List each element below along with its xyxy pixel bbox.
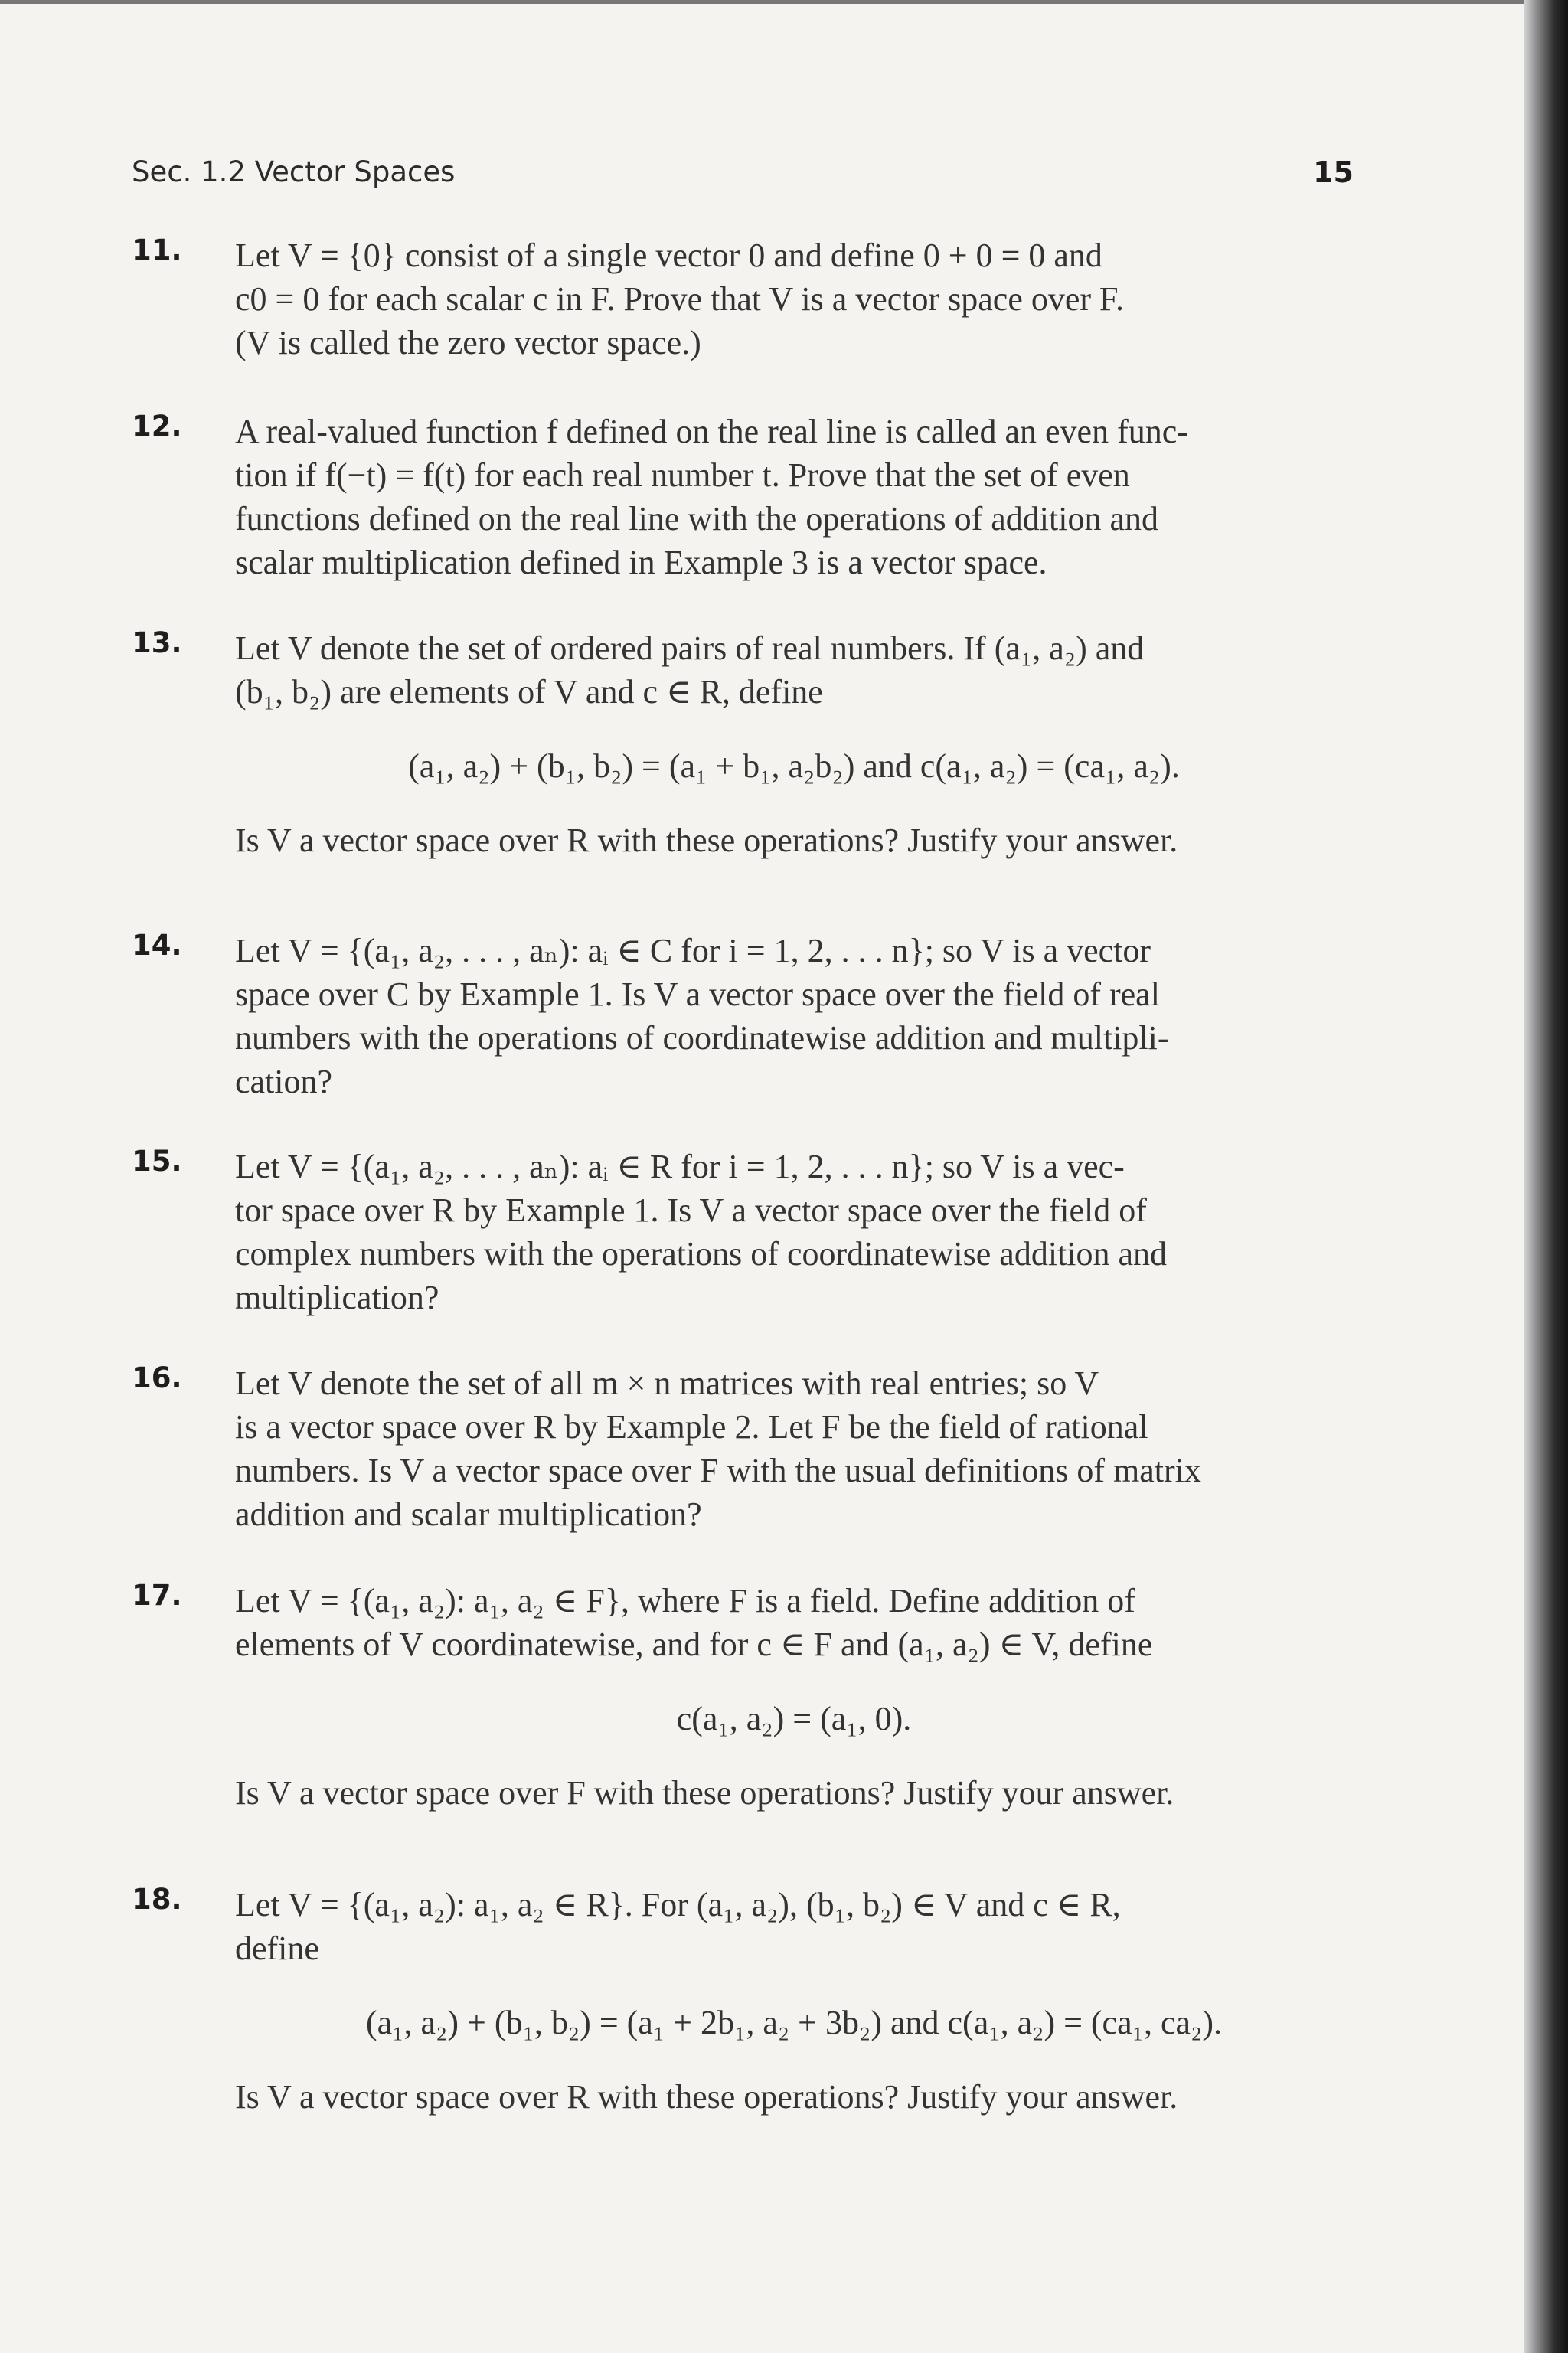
text-line: Let V = {(a₁, a₂, . . . , aₙ): aᵢ ∈ R for i = 1, 2, . . . n}; so V is a vec- <box>235 1148 1125 1185</box>
exercise-number: 11. <box>132 234 182 266</box>
text-line: tion if f(−t) = f(t) for each real number t. Prove that the set of even <box>235 456 1130 494</box>
exercise-number: 14. <box>132 929 182 962</box>
display-equation: (a₁, a₂) + (b₁, b₂) = (a₁ + 2b₁, a₂ + 3b₂) and c(a₁, a₂) = (ca₁, ca₂). <box>365 2004 1223 2041</box>
exercise-text <box>235 929 1353 1103</box>
book-spine-shadow <box>1524 0 1568 2353</box>
text-line: numbers with the operations of coordinatewise addition and multipli- <box>235 1019 1169 1057</box>
text-line: scalar multiplication defined in Example 3 is a vector space. <box>235 544 1047 581</box>
text-line: numbers. Is V a vector space over F with the usual definitions of matrix <box>235 1452 1201 1489</box>
text-line: is a vector space over R by Example 2. Let F be the field of rational <box>235 1408 1148 1446</box>
exercise-text <box>235 1361 1353 1536</box>
exercise-text <box>235 234 1353 364</box>
text-line: multiplication? <box>235 1279 439 1316</box>
top-edge-rule <box>0 0 1524 4</box>
exercise-text <box>235 1145 1353 1319</box>
text-line: Let V = {0} consist of a single vector 0 and define 0 + 0 = 0 and <box>235 237 1102 274</box>
text-line: elements of V coordinatewise, and for c ∈ F and (a₁, a₂) ∈ V, define <box>235 1626 1153 1663</box>
text-line: define <box>235 1930 319 1967</box>
section-title: Sec. 1.2 Vector Spaces <box>132 155 456 188</box>
text-line: Let V denote the set of all m × n matrices with real entries; so V <box>235 1364 1099 1402</box>
exercise-number: 12. <box>132 410 182 443</box>
text-line: addition and scalar multiplication? <box>235 1495 702 1533</box>
exercise-number: 15. <box>132 1145 182 1178</box>
exercise-number: 18. <box>132 1883 182 1916</box>
running-header <box>132 155 1354 194</box>
text-line: Is V a vector space over F with these operations? Justify your answer. <box>235 1774 1174 1812</box>
text-line: Let V denote the set of ordered pairs of real numbers. If (a₁, a₂) and <box>235 629 1145 667</box>
display-equation: (a₁, a₂) + (b₁, b₂) = (a₁ + b₁, a₂b₂) and c(a₁, a₂) = (ca₁, a₂). <box>408 747 1180 785</box>
text-line: (b₁, b₂) are elements of V and c ∈ R, define <box>235 673 823 711</box>
page-number: 15 <box>1313 155 1354 189</box>
text-line: tor space over R by Example 1. Is V a vector space over the field of <box>235 1191 1147 1229</box>
exercise-number: 16. <box>132 1361 182 1394</box>
display-equation: c(a₁, a₂) = (a₁, 0). <box>676 1700 912 1737</box>
text-line: c0 = 0 for each scalar c in F. Prove that V is a vector space over F. <box>235 280 1124 318</box>
text-line: Let V = {(a₁, a₂): a₁, a₂ ∈ R}. For (a₁, a₂), (b₁, b₂) ∈ V and c ∈ R, <box>235 1886 1121 1923</box>
exercise-number: 17. <box>132 1579 182 1612</box>
exercise-text <box>235 1579 1353 1815</box>
exercise-text <box>235 410 1353 584</box>
text-line: Is V a vector space over R with these operations? Justify your answer. <box>235 2078 1178 2116</box>
text-line: A real-valued function f defined on the real line is called an even func- <box>235 413 1188 450</box>
text-line: space over C by Example 1. Is V a vector space over the field of real <box>235 976 1160 1013</box>
text-line: functions defined on the real line with the operations of addition and <box>235 500 1159 538</box>
text-line: cation? <box>235 1063 333 1100</box>
text-line: Let V = {(a₁, a₂): a₁, a₂ ∈ F}, where F is a field. Define addition of <box>235 1582 1135 1619</box>
exercise-number: 13. <box>132 626 182 659</box>
text-line: Is V a vector space over R with these operations? Justify your answer. <box>235 822 1178 859</box>
exercise-text <box>235 626 1353 862</box>
text-line: complex numbers with the operations of coordinatewise addition and <box>235 1235 1168 1273</box>
text-line: (V is called the zero vector space.) <box>235 324 701 361</box>
text-line: Let V = {(a₁, a₂, . . . , aₙ): aᵢ ∈ C for i = 1, 2, . . . n}; so V is a vector <box>235 932 1152 969</box>
exercise-text <box>235 1883 1353 2119</box>
